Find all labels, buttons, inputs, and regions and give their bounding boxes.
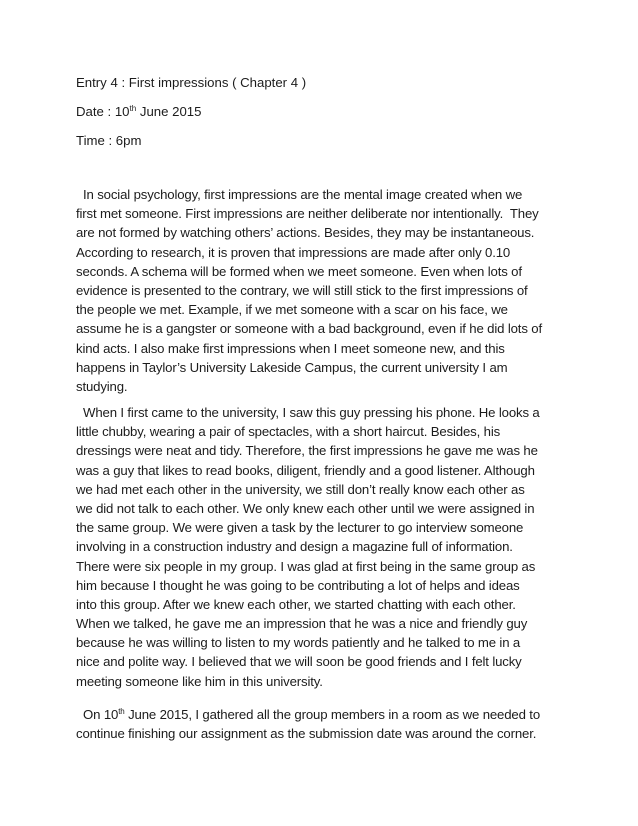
paragraph-1-line: kind acts. I also make first impressions when I meet someone new, and this [76, 340, 505, 356]
date-prefix: Date : 10 [76, 104, 130, 119]
paragraph-1-line: studying. [76, 378, 128, 394]
paragraph-3 [76, 705, 576, 743]
paragraph-2-line: we did not talk to each other. We only knew each other until we were assigned in [76, 500, 535, 516]
paragraph-2-line: into this group. After we knew each other, we started chatting with each other. [76, 596, 516, 612]
paragraph-2-line: nice and polite way. I believed that we will soon be good friends and I felt lucky [76, 654, 522, 670]
paragraph-3-line: continue finishing our assignment as the submission date was around the corner. [76, 726, 537, 742]
entry-date [76, 103, 201, 121]
paragraph-2-line: involving in a construction industry and design a magazine full of information. [76, 539, 513, 555]
entry-title: Entry 4 : First impressions ( Chapter 4 ) [76, 75, 307, 90]
paragraph-2-line: There were six people in my group. I was glad at first being in the same group as [76, 558, 536, 574]
paragraph-2-line: little chubby, wearing a pair of spectacles, with a short haircut. Besides, his [76, 424, 501, 440]
paragraph-1-line: According to research, it is proven that impressions are made after only 0.10 [76, 244, 511, 260]
paragraph-2-line: him because I thought he was going to be contributing a lot of helps and ideas [76, 577, 520, 593]
paragraph-2-line: because he was willing to listen to my words patiently and he talked to me in a [76, 635, 521, 651]
paragraph-2-line: meeting someone like him in this university. [76, 673, 323, 689]
paragraph-1 [76, 185, 576, 396]
date-superscript: th [129, 104, 137, 113]
paragraph-1-line: seconds. A schema will be formed when we meet someone. Even when lots of [76, 263, 522, 279]
paragraph-1-line: evidence is presented to the contrary, we will still stick to the first impressions of [76, 282, 528, 298]
paragraph-1-line: the people we met. Example, if we met someone with a scar on his face, we [76, 302, 508, 318]
paragraph-2-line: the same group. We were given a task by the lecturer to go interview someone [76, 520, 524, 536]
paragraph-2-line: When we talked, he gave me an impression that he was a nice and friendly guy [76, 616, 528, 632]
paragraph-3-line1-rest: June 2015, I gathered all the group members in a room as we needed to [124, 707, 541, 722]
paragraph-2-line: When I first came to the university, I saw this guy pressing his phone. He looks a [76, 405, 540, 420]
paragraph-1-line: In social psychology, first impressions are the mental image created when we [76, 187, 523, 202]
paragraph-1-line: first met someone. First impressions are neither deliberate nor intentionally. They [76, 206, 539, 222]
paragraph-2-line: we had met each other in the university, we still don’t really know each other as [76, 481, 525, 497]
paragraph-2-line: dressings were neat and tidy. Therefore, the first impressions he gave me was he [76, 443, 538, 459]
paragraph-3-line [76, 705, 576, 724]
paragraph-1-line: are not formed by watching others’ actions. Besides, they may be instantaneous. [76, 225, 535, 241]
entry-time: Time : 6pm [76, 133, 142, 148]
paragraph-2-line: was a guy that likes to read books, diligent, friendly and a good listener. Although [76, 462, 535, 478]
paragraph-1-line: assume he is a gangster or someone with a bad background, even if he did lots of [76, 321, 542, 337]
paragraph-3-date-prefix: On 10 [76, 707, 119, 722]
paragraph-1-line: happens in Taylor’s University Lakeside Campus, the current university I am [76, 359, 508, 375]
date-suffix: June 2015 [136, 104, 202, 119]
paragraph-2 [76, 403, 576, 691]
paragraph-3-date-superscript: th [118, 707, 125, 716]
